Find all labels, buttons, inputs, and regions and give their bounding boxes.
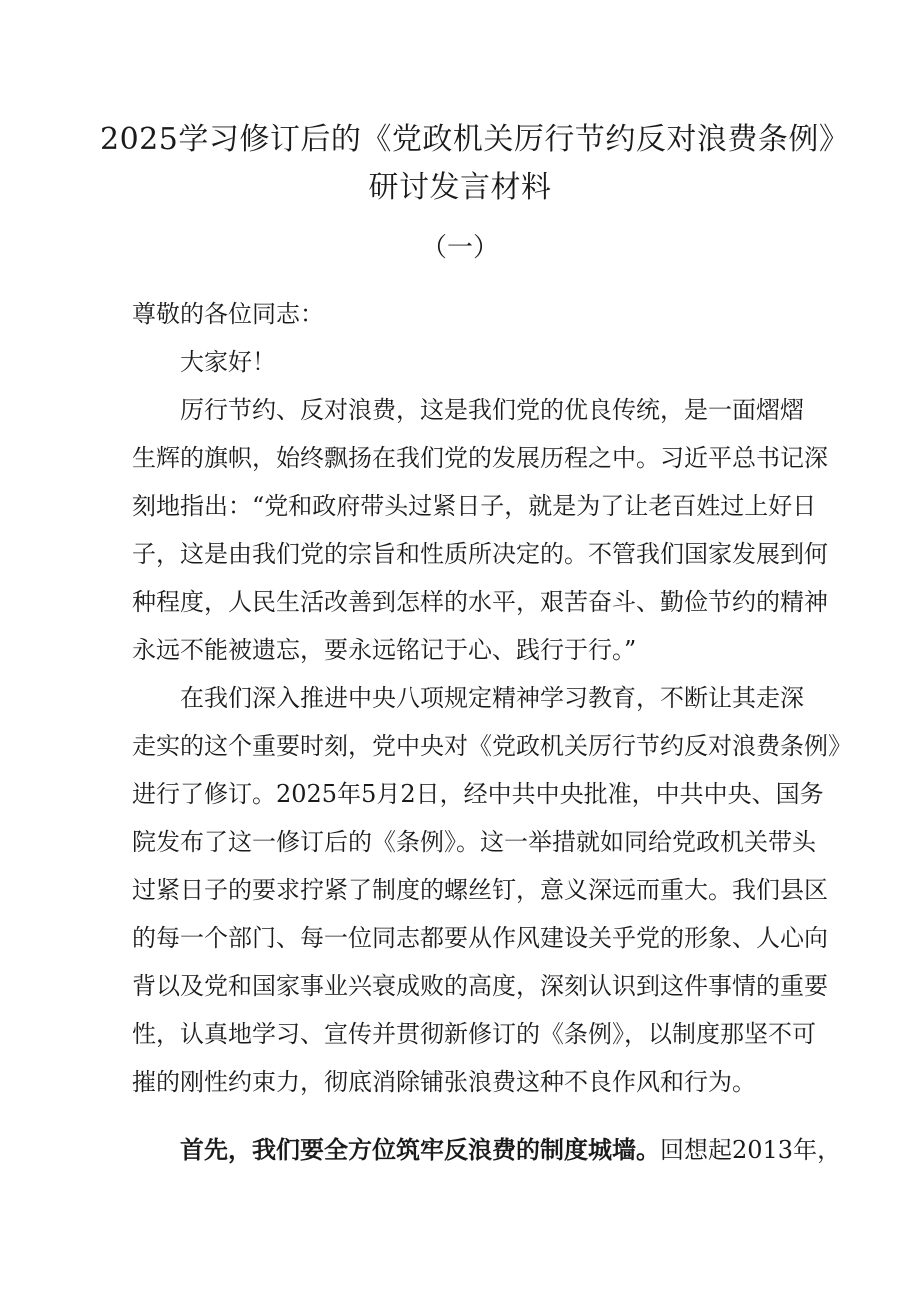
document-title-line-1: 2025学习修订后的《党政机关厉行节约反对浪费条例》 (100, 122, 850, 157)
document-title-line-2: 研讨发言材料 (368, 170, 552, 205)
paragraph-2-line: 院发布了这一修订后的《条例》。这一举措就如同给党政机关带头 (132, 828, 816, 856)
paragraph-1-line: 永远不能被遗忘，要永远铭记于心、践行于行。” (132, 636, 637, 664)
salutation: 尊敬的各位同志： (132, 300, 324, 328)
paragraph-2-line: 走实的这个重要时刻，党中央对《党政机关厉行节约反对浪费条例》 (132, 732, 852, 760)
paragraph-2-line: 过紧日子的要求拧紧了制度的螺丝钉，意义深远而重大。我们县区 (132, 876, 828, 904)
paragraph-2-line: 进行了修订。2025年5月2日，经中共中央批准，中共中央、国务 (132, 780, 824, 808)
paragraph-3-text: 回想起2013年， (660, 1136, 842, 1164)
greeting: 大家好！ (180, 348, 276, 376)
paragraph-1-line: 生辉的旗帜，始终飘扬在我们党的发展历程之中。习近平总书记深 (132, 444, 828, 472)
paragraph-2-line: 的每一个部门、每一位同志都要从作风建设关乎党的形象、人心向 (132, 924, 828, 952)
paragraph-3-heading: 首先，我们要全方位筑牢反浪费的制度城墙。 (180, 1135, 660, 1164)
paragraph-2-line: 背以及党和国家事业兴衰成败的高度，深刻认识到这件事情的重要 (132, 972, 828, 1000)
paragraph-1-line: 子，这是由我们党的宗旨和性质所决定的。不管我们国家发展到何 (132, 540, 828, 568)
paragraph-3-line (180, 1132, 842, 1168)
paragraph-1-line: 刻地指出：“党和政府带头过紧日子，就是为了让老百姓过上好日 (132, 492, 817, 520)
paragraph-2-line: 摧的刚性约束力，彻底消除铺张浪费这种不良作风和行为。 (132, 1068, 756, 1096)
section-number: （一） (420, 233, 499, 263)
paragraph-1-line: 厉行节约、反对浪费，这是我们党的优良传统，是一面熠熠 (180, 396, 804, 424)
paragraph-2-line: 在我们深入推进中央八项规定精神学习教育，不断让其走深 (180, 684, 804, 712)
paragraph-1-line: 种程度，人民生活改善到怎样的水平，艰苦奋斗、勤俭节约的精神 (132, 588, 828, 616)
paragraph-2-line: 性，认真地学习、宣传并贯彻新修订的《条例》，以制度那坚不可 (132, 1020, 816, 1048)
